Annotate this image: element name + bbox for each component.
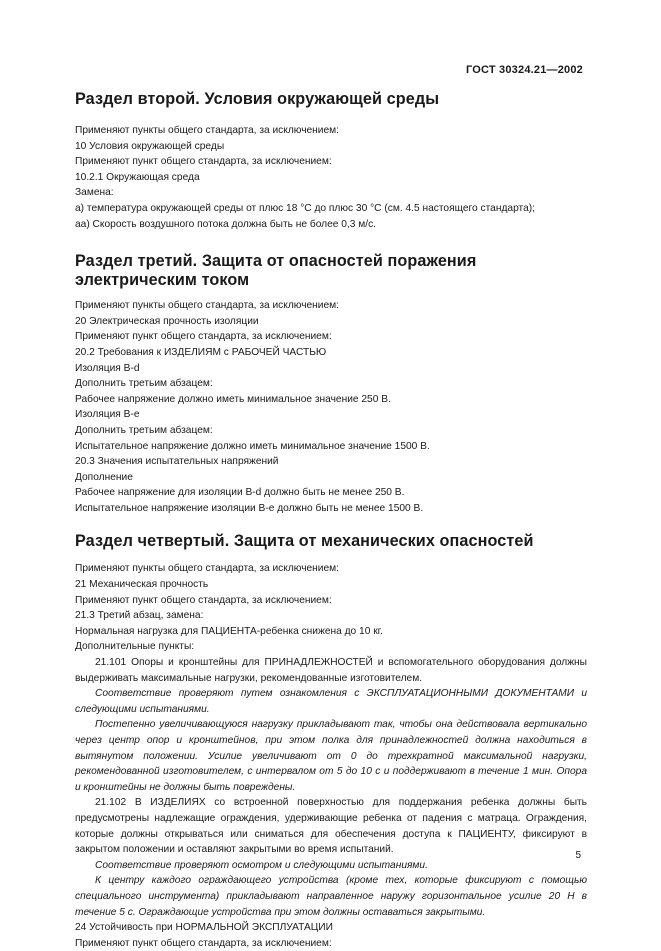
text-line: Замена: <box>75 187 114 199</box>
document-body <box>75 90 587 951</box>
text-line: Применяют пункты общего стандарта, за исключением: <box>75 300 339 312</box>
document-code: ГОСТ 30324.21—2002 <box>465 64 583 76</box>
clause-heading: 20 Электрическая прочность изоляции <box>75 315 259 327</box>
text-line: Применяют пункты общего стандарта, за исключением: <box>75 125 339 136</box>
compliance-note: Соответствие проверяют осмотром и следующими испытаниями. <box>95 859 428 871</box>
text-line: Применяют пункт общего стандарта, за исключением: <box>75 156 332 168</box>
text-line: Испытательное напряжение изоляции В-е должно быть не менее 1500 В. <box>75 502 424 514</box>
text-line: Применяют пункт общего стандарта, за исключением: <box>75 594 332 606</box>
text-line: Дополнение <box>75 471 133 483</box>
section-title: Раздел четвертый. Защита от механических опасностей <box>75 532 534 551</box>
text-line: Применяют пункты общего стандарта, за исключением: <box>75 563 339 575</box>
clause-heading: 20.2 Требования к ИЗДЕЛИЯМ с РАБОЧЕЙ ЧАСТЬЮ <box>75 346 327 358</box>
text-line: Испытательное напряжение должно иметь минимальное значение 1500 В. <box>75 440 430 452</box>
list-item: a) температура окружающей среды от плюс 18 °С до плюс 30 °С (см. 4.5 настоящего стандарта); <box>75 202 535 214</box>
text-line: Применяют пункт общего стандарта, за исключением: <box>75 937 332 949</box>
section-title: Раздел третий. Защита от опасностей поражения электрическим током <box>75 252 477 290</box>
page-number: 5 <box>575 850 581 861</box>
section-mechanical <box>75 532 587 951</box>
test-procedure: К центру каждого ограждающего устройства (кроме тех, которые фиксируют с помощью специального инструмента) прикладывают направленное наружу горизонтальное усилие 20 Н в течение 5 с. Ограждающие устройства при этом должны оставаться закрытыми. <box>75 875 587 918</box>
test-procedure: Постепенно увеличивающуюся нагрузку прикладывают так, чтобы она действовала вертикально через центр опор и кронштейнов, при этом полка для принадлежностей должна находиться в вытянутом положении. Усилие увеличивают от 0 до трехкратной максимальной нагрузки, рекомендованной изготовителем, с интервалом от 5 до 10 с и поддерживают в течение 1 мин. Опора и кронштейны не должны быть повреждены. <box>75 719 587 793</box>
text-line: Изоляция В-е <box>75 409 140 421</box>
clause-heading: 21.3 Третий абзац, замена: <box>75 610 204 622</box>
list-item: aa) Скорость воздушного потока должна быть не более 0,3 м/с. <box>75 218 377 230</box>
text-line: Нормальная нагрузка для ПАЦИЕНТА-ребенка снижена до 10 кг. <box>75 625 383 637</box>
text-line: Дополнить третьим абзацем: <box>75 378 213 390</box>
clause-heading: 24 Устойчивость при НОРМАЛЬНОЙ ЭКСПЛУАТАЦИИ <box>75 922 333 934</box>
clause-heading: 10.2.1 Окружающая среда <box>75 171 200 183</box>
section-environment <box>75 90 587 232</box>
clause-paragraph: 21.102 В ИЗДЕЛИЯХ со встроенной поверхностью для поддержания ребенка должны быть предусмотрены надлежащие ограждения, удерживающие ребенка от падения с матраца. Ограждения, которые должны открываться или сниматься для обеспечения доступа к ПАЦИЕНТУ, фиксируют в закрытом положении и оставляют закрытыми во время испытаний. <box>75 797 587 856</box>
compliance-note: Соответствие проверяют путем ознакомления с ЭКСПЛУАТАЦИОННЫМИ ДОКУМЕНТАМИ и следующими испытаниями. <box>75 688 587 715</box>
text-line: Рабочее напряжение должно иметь минимальное значение 250 В. <box>75 393 391 405</box>
clause-paragraph: 21.101 Опоры и кронштейны для ПРИНАДЛЕЖНОСТЕЙ и вспомогательного оборудования должны выдерживать максимальные нагрузки, рекомендованные изготовителем. <box>75 657 587 684</box>
section-electric-shock <box>75 252 587 516</box>
text-line: Изоляция В-d <box>75 362 140 374</box>
clause-heading: 21 Механическая прочность <box>75 579 209 591</box>
section-title: Раздел второй. Условия окружающей среды <box>75 90 440 108</box>
text-line: Дополнительные пункты: <box>75 641 195 653</box>
text-line: Дополнить третьим абзацем: <box>75 424 213 436</box>
clause-heading: 20.3 Значения испытательных напряжений <box>75 456 279 468</box>
text-line: Рабочее напряжение для изоляции В-d должно быть не менее 250 В. <box>75 487 405 499</box>
clause-heading: 10 Условия окружающей среды <box>75 140 225 152</box>
text-line: Применяют пункт общего стандарта, за исключением: <box>75 331 332 343</box>
